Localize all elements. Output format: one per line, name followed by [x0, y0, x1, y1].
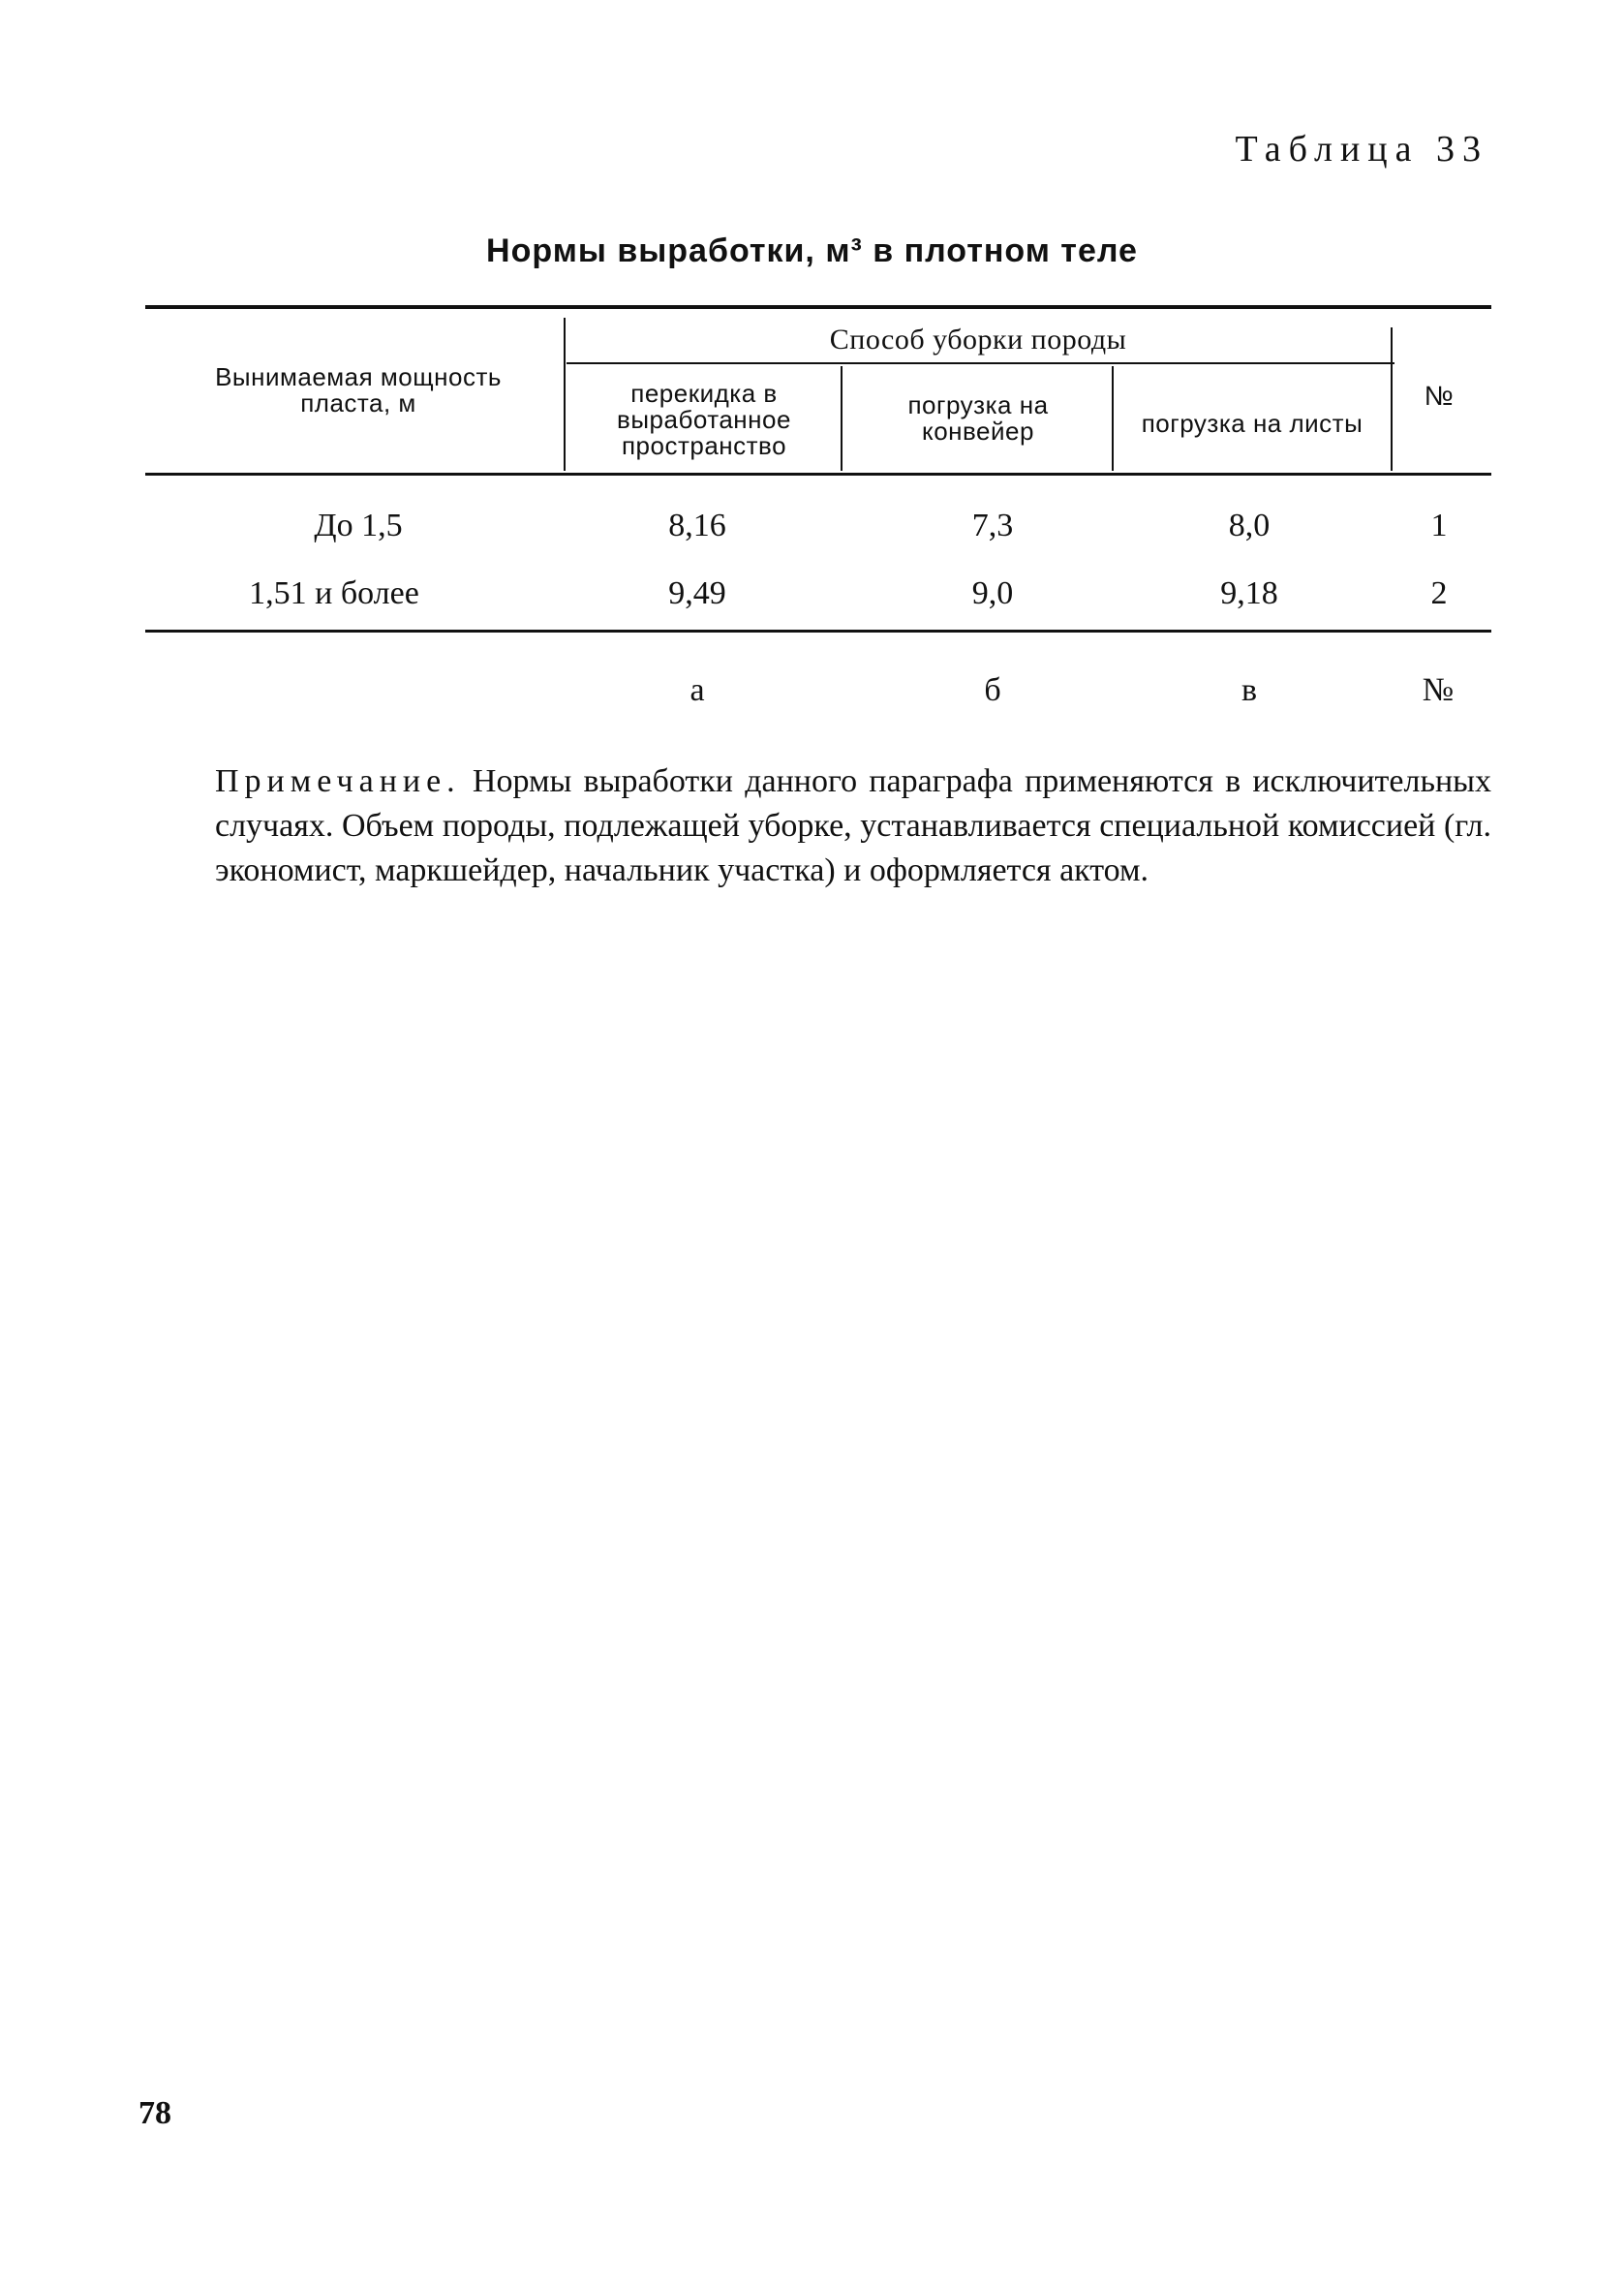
column-header-sheets: погрузка на листы — [1141, 409, 1364, 438]
table-title: Нормы выработки, м³ в плотном теле — [486, 232, 1138, 269]
row-2-value-b: 9,0 — [971, 575, 1014, 611]
table-label: Таблица 33 — [1235, 129, 1488, 170]
number-header: № — [1424, 381, 1455, 411]
column-letter-b: б — [984, 672, 1001, 708]
row-1-value-a: 8,16 — [668, 508, 726, 543]
page-number: 78 — [138, 2095, 171, 2131]
row-2-number: 2 — [1430, 575, 1448, 611]
group-header: Способ уборки породы — [829, 324, 1127, 356]
column-header-transfer: перекидка в выработанное пространство — [617, 379, 791, 460]
row-1-value-b: 7,3 — [971, 508, 1014, 543]
row-1-value-c: 8,0 — [1228, 508, 1271, 543]
note-paragraph — [215, 759, 1491, 893]
row-2-value-a: 9,49 — [668, 575, 726, 611]
note-text: Нормы выработки данного параграфа применяются в исключительных случаях. Объем породы, подлежащей уборке, устанавливается специальной комиссией (гл. экономист, маркшейдер, начальник участка) и оформляется актом. — [215, 763, 1491, 888]
row-2-label: 1,51 и более — [249, 575, 419, 611]
row-2-value-c: 9,18 — [1220, 575, 1278, 611]
letter-number-label: № — [1422, 672, 1455, 708]
row-header: Вынимаемая мощность пласта, м — [215, 362, 502, 418]
column-header-conveyor: погрузка на конвейер — [907, 390, 1049, 446]
note-label: Примечание. — [215, 763, 461, 799]
row-1-label: До 1,5 — [314, 508, 403, 543]
row-1-number: 1 — [1430, 508, 1448, 543]
column-letter-a: а — [689, 672, 705, 708]
column-letter-c: в — [1241, 672, 1258, 708]
